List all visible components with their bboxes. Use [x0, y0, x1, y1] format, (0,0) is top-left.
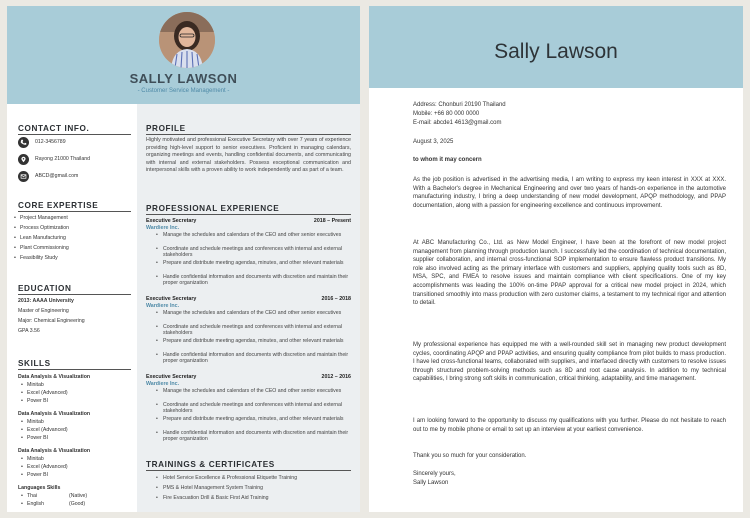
language-level: (Good)	[69, 501, 86, 507]
trainings-divider	[146, 470, 351, 471]
skill-item: • Excel (Advanced)	[27, 464, 68, 470]
job-company: Wardiere Inc.	[146, 381, 180, 387]
core-item: • Plant Commissioning	[20, 245, 69, 251]
letter-name: Sally Lawson	[494, 40, 618, 63]
job-title: Executive Secretary	[146, 296, 197, 302]
profile-title: PROFILE	[146, 124, 186, 133]
letter-date: August 3, 2025	[413, 139, 454, 145]
resume-left-column	[7, 104, 137, 512]
contact-divider	[18, 134, 131, 135]
profile-text: Highly motivated and professional Executive Secretary with over 7 years of experience providing high-level support to senior executives. Proficient in managing calendars, organizing meetings and events, handling confidential documents, and communicating with internal and external stakeholders. Possess exceptional communication and interpersonal skills with a proven ability to work independently and as part of a team.	[146, 137, 351, 174]
email-icon	[18, 171, 29, 182]
skill-item: • Power BI	[27, 472, 48, 478]
job-bullet: • Manage the schedules and calendars of the CEO and other senior executives	[163, 310, 351, 316]
skills-title: SKILLS	[18, 359, 51, 368]
skill-item: • Excel (Advanced)	[27, 390, 68, 396]
location-pin-icon	[18, 154, 29, 165]
language-name: • Thai	[27, 493, 37, 499]
contact-email-row	[18, 170, 78, 182]
trainings-title: TRAININGS & CERTIFICATES	[146, 460, 275, 469]
job-bullet: • Manage the schedules and calendars of the CEO and other senior executives	[163, 388, 351, 394]
contact-email: ABCD@gmail.com	[35, 173, 79, 179]
job-title: Executive Secretary	[146, 374, 197, 380]
letter-paragraph: As the job position is advertised in the advertising media, I am writing to express my keen interest in XXX at XXX. With a Bachelor's degree in Mechanical Engineering and over two years of hands-on experience in the automotive manufacturing industry, I bring a deep understanding of new model development, APQP methodology, and PPAP documentation, along with a passion for engineering excellence and continuous improvement.	[413, 177, 726, 209]
contact-title: CONTACT INFO.	[18, 124, 90, 133]
job-bullet: • Manage the schedules and calendars of the CEO and other senior executives	[163, 232, 351, 238]
contact-phone-row	[18, 136, 66, 148]
letter-address: Address: Chonburi 20190 Thailand	[413, 102, 506, 108]
contact-phone: 012-3456789	[35, 139, 66, 145]
resume-header	[7, 6, 360, 104]
skill-item: • Power BI	[27, 435, 48, 441]
job-dates: 2018 – Present	[313, 218, 351, 224]
job-title: Executive Secretary	[146, 218, 197, 224]
core-title: CORE EXPERTISE	[18, 201, 99, 210]
education-title: EDUCATION	[18, 284, 72, 293]
cover-letter-page	[369, 6, 743, 512]
letter-paragraph: At ABC Manufacturing Co., Ltd. as New Model Engineer, I have been at the forefront of new model project management from planning through production launch. I successfully led the coordination of technical documentation, supplier collaboration, and internal cross-functional SOP implementation to ensure flawless product transitions. My role also involved acting as the primary interface with customers and suppliers, applying quality tools such as 8D, MSA, SPC, and FMEA to resolve issues and maintain compliance with client specifications. One of my key accomplishments was leading the 100% on-time PPAP approval for a critical new model project in 2024, which transitioned smoothly into mass production with zero customer claims, a testament to my technical rigor and attention to detail.	[413, 240, 726, 307]
education-major: Major: Chemical Engineering	[18, 318, 85, 324]
education-degree: Master of Engineering	[18, 308, 69, 314]
profile-photo	[159, 12, 215, 68]
job-bullet: • Coordinate and schedule meetings and conferences with internal and external stakeholders	[163, 324, 351, 337]
experience-divider	[146, 214, 351, 215]
job-bullet: • Handle confidential information and documents with discretion and maintain their proper organization	[163, 274, 351, 287]
experience-title: PROFESSIONAL EXPERIENCE	[146, 204, 280, 213]
letter-salutation: to whom it may concern	[413, 157, 482, 163]
language-level: (Native)	[69, 493, 88, 499]
core-item: • Feasibility Study	[20, 255, 58, 261]
skill-group-heading: Data Analysis & Visualization	[18, 448, 91, 454]
training-item: • Hotel Service Excellence & Professional Etiquette Training	[163, 475, 351, 481]
education-divider	[18, 294, 131, 295]
skill-group-heading: Data Analysis & Visualization	[18, 374, 91, 380]
job-dates: 2016 – 2018	[321, 296, 351, 302]
training-item: • Fire Evacuation Drill & Basic First Aid Training	[163, 495, 351, 501]
language-name: • English	[27, 501, 44, 507]
profile-divider	[146, 134, 351, 135]
job-dates: 2012 – 2016	[321, 374, 351, 380]
training-item: • PMS & Hotel Management System Training	[163, 485, 351, 491]
contact-address: Rayong 21000 Thailand	[35, 156, 90, 162]
job-company: Wardiere Inc.	[146, 225, 180, 231]
core-item: • Project Management	[20, 215, 68, 221]
job-bullet: • Coordinate and schedule meetings and conferences with internal and external stakeholders	[163, 402, 351, 415]
letter-header	[369, 6, 743, 88]
letter-paragraph: I am looking forward to the opportunity to discuss my qualifications with you further. Please do not hesitate to reach out to me by mobile phone or email to set up an interview at your earliest convenience.	[413, 418, 726, 433]
letter-signature: Sally Lawson	[413, 480, 449, 486]
job-bullet: • Prepare and distribute meeting agendas, minutes, and other relevant materials	[163, 260, 351, 266]
core-item: • Process Optimization	[20, 225, 69, 231]
letter-email: E-mail: abcde1 4613@gmail.com	[413, 120, 502, 126]
letter-paragraph: Thank you so much for your consideration.	[413, 453, 527, 459]
resume-right-column	[137, 104, 360, 512]
phone-icon	[18, 137, 29, 148]
skill-item: • Minitab	[27, 419, 44, 425]
languages-heading: Languages Skills	[18, 485, 61, 491]
resume-name: SALLY LAWSON	[129, 71, 238, 86]
letter-paragraph: My professional experience has equipped me with a well-rounded skill set in managing new product development cycles, coordinating APQP and PPAP activities, and ensuring quality compliance from pilot builds to mass production. I have led cross-functional teams, collaborated with suppliers, and interfaced directly with customers to resolve issues through structured problem-solving methods such as 8D and root cause analysis. In addition to my technical capabilities, I bring strong soft skills in communication, critical thinking, adaptability, and time management.	[413, 342, 726, 383]
skill-item: • Minitab	[27, 456, 44, 462]
job-bullet: • Handle confidential information and documents with discretion and maintain their proper organization	[163, 352, 351, 365]
job-company: Wardiere Inc.	[146, 303, 180, 309]
skill-item: • Power BI	[27, 398, 48, 404]
skills-divider	[18, 369, 131, 370]
job-bullet: • Handle confidential information and documents with discretion and maintain their proper organization	[163, 430, 351, 443]
core-divider	[18, 211, 131, 212]
skill-item: • Excel (Advanced)	[27, 427, 68, 433]
resume-role: - Customer Service Management -	[137, 88, 230, 94]
skill-item: • Minitab	[27, 382, 44, 388]
resume-page	[7, 6, 360, 512]
contact-address-row	[18, 153, 90, 165]
letter-mobile: Mobile: +66 80 000 0000	[413, 111, 480, 117]
core-item: • Lean Manufacturing	[20, 235, 66, 241]
job-bullet: • Prepare and distribute meeting agendas, minutes, and other relevant materials	[163, 416, 351, 422]
education-gpa: GPA 3.56	[18, 328, 40, 334]
job-bullet: • Prepare and distribute meeting agendas, minutes, and other relevant materials	[163, 338, 351, 344]
skill-group-heading: Data Analysis & Visualization	[18, 411, 91, 417]
letter-closing: Sincerely yours,	[413, 471, 456, 477]
education-school: 2013: AAAA University	[18, 298, 74, 304]
job-bullet: • Coordinate and schedule meetings and conferences with internal and external stakeholders	[163, 246, 351, 259]
